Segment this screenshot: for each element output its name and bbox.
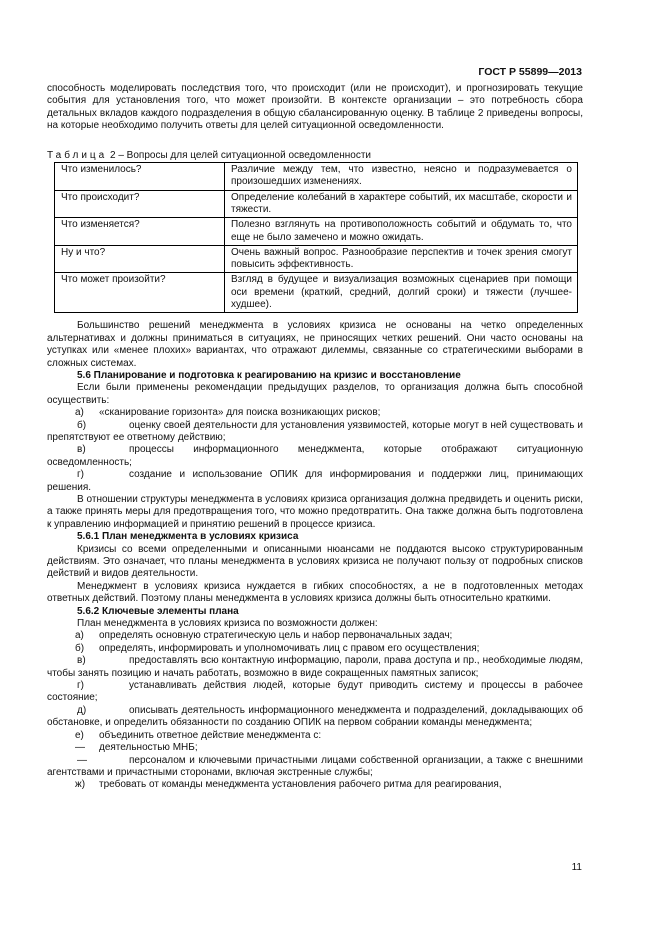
dash-item bbox=[47, 742, 583, 754]
dash-item-text: деятельностью МНБ; bbox=[99, 742, 198, 754]
list-item-text: определять основную стратегическую цель и набор первоначальных задач; bbox=[99, 630, 453, 642]
section-5-6-2-lead: План менеджмента в условиях кризиса по возможности должен: bbox=[77, 618, 378, 630]
table-row bbox=[55, 190, 578, 218]
answer-cell: Определение колебаний в характере событий, их масштабе, скорости и тяжести. bbox=[225, 190, 578, 218]
structure-paragraph: В отношении структуры менеджмента в условиях кризиса организация должна предвидеть и оценить риски, а также принять меры для предотвращения того, что можно предотвратить. Она также должна быть подготовлена к управлению информацией и принятию решений в процессе кризиса. bbox=[47, 493, 583, 530]
list-item bbox=[47, 705, 583, 730]
list-item-label: б) bbox=[77, 419, 87, 431]
list-item-label: в) bbox=[77, 655, 86, 667]
list-item bbox=[47, 643, 583, 655]
answer-cell: Полезно взглянуть на противоположность событий и обдумать то, что еще не было замечено и можно ожидать. bbox=[225, 218, 578, 246]
question-cell: Что происходит? bbox=[55, 190, 225, 218]
list-item-text: требовать от команды менеджмента установления рабочего ритма для реагирования, bbox=[99, 779, 502, 791]
list-item-label: ж) bbox=[75, 779, 86, 791]
table-row bbox=[55, 245, 578, 273]
majority-paragraph: Большинство решений менеджмента в условиях кризиса не основаны на четко определенных альтернативах и должны приниматься в ситуациях, не приносящих четких решений. Они часто основаны на уступках или «менее плохих» вариантах, что отражают дилеммы, связанные со стратегическими выборами в сложных системах. bbox=[47, 320, 583, 369]
list-item-label: а) bbox=[75, 407, 84, 419]
list-item-label: а) bbox=[75, 630, 84, 642]
list-item-text: создание и использование ОПИК для информирования и поддержки лиц, принимающих решения. bbox=[47, 469, 583, 493]
answer-cell: Взгляд в будущее и визуализация возможных сценариев при помощи оси времени (краткий, средний, долгий сроки) и тяжести (лучшее-худшее). bbox=[225, 273, 578, 313]
dash-item bbox=[47, 755, 583, 780]
list-item-text: оценку своей деятельности для установления уязвимостей, которые могут в ней существовать и препятствуют ее ответному действию; bbox=[47, 419, 583, 443]
dash-item-text: персоналом и ключевыми причастными лицами собственной организации, а также с внешними агентствами и причастными сторонами, включая экстренные службы; bbox=[47, 754, 583, 778]
section-5-6-2-heading: 5.6.2 Ключевые элементы плана bbox=[77, 605, 239, 617]
section-5-6-lead: Если были применены рекомендации предыдущих разделов, то организация должна быть способной осуществить: bbox=[47, 382, 583, 406]
list-item-text: процессы информационного менеджмента, которые отображают ситуационную осведомленность; bbox=[47, 444, 583, 468]
list-item bbox=[47, 420, 583, 445]
list-item bbox=[47, 779, 583, 791]
list-item-text: предоставлять всю контактную информацию, пароли, права доступа и пр., необходимые людям, чтобы занять позицию и начать работать, возможно в виде сокращенных памятных записок; bbox=[47, 655, 583, 679]
table-row bbox=[55, 218, 578, 246]
list-item-label: в) bbox=[77, 444, 86, 456]
question-cell: Что изменилось? bbox=[55, 163, 225, 191]
page-number: 11 bbox=[571, 862, 582, 873]
list-item bbox=[47, 444, 583, 469]
list-item bbox=[47, 469, 583, 494]
list-item-label: г) bbox=[77, 469, 84, 481]
section-5-6-heading: 5.6 Планирование и подготовка к реагированию на кризис и восстановление bbox=[77, 369, 461, 381]
list-item-text: описывать деятельность информационного менеджмента и подразделений, докладывающих об обстановке, и определить обязанности по созданию ОПИК на первом собрании команды менеджмента; bbox=[47, 704, 583, 729]
list-item-label: г) bbox=[77, 680, 84, 692]
question-cell: Ну и что? bbox=[55, 245, 225, 273]
crisis-paragraph: Кризисы со всеми определенными и описанными нюансами не поддаются высоко структурированным действиям. Это означает, что планы менеджмента в условиях кризиса не получают пользу от подробных списков действий и видов деятельности. bbox=[47, 543, 583, 580]
list-item bbox=[47, 655, 583, 680]
dash-item-label: — bbox=[75, 742, 85, 754]
list-item-text: «сканирование горизонта» для поиска возникающих рисков; bbox=[99, 407, 381, 419]
table-caption-prefix: Таблица bbox=[47, 149, 108, 161]
list-item-text: объединить ответное действие менеджмента с: bbox=[99, 729, 322, 741]
intro-paragraph: способность моделировать последствия того, что происходит (или не происходит), и прогнозировать текущие события для установления того, что может произойти. В контексте организации – это потребность сбора детальных вкладов каждого подразделения в общую сбалансированную оценку. В таблице 2 приведены вопросы, на которые необходимо получить ответы для целей ситуационной осведомленности. bbox=[47, 83, 583, 132]
answer-cell: Очень важный вопрос. Разнообразие перспектив и точек зрения смогут повысить эффективность. bbox=[225, 245, 578, 273]
table-caption bbox=[47, 150, 583, 162]
section-5-6-1-heading: 5.6.1 План менеджмента в условиях кризиса bbox=[77, 531, 299, 543]
list-item-label: е) bbox=[75, 729, 84, 741]
situational-awareness-table bbox=[54, 162, 578, 313]
dash-item-label: — bbox=[77, 754, 87, 766]
table-caption-text: 2 – Вопросы для целей ситуационной осведомленности bbox=[110, 149, 372, 161]
question-cell: Что может произойти? bbox=[55, 273, 225, 313]
list-item-text: определять, информировать и уполномочивать лиц с правом его осуществления; bbox=[99, 642, 480, 654]
document-header: ГОСТ Р 55899—2013 bbox=[478, 66, 582, 78]
list-item bbox=[47, 730, 583, 742]
list-item bbox=[47, 680, 583, 705]
list-item bbox=[47, 630, 583, 642]
answer-cell: Различие между тем, что известно, неясно и подразумевается о произошедших изменениях. bbox=[225, 163, 578, 191]
page-body bbox=[47, 83, 583, 792]
list-item bbox=[47, 407, 583, 419]
flexibility-paragraph: Менеджмент в условиях кризиса нуждается в гибких способностях, а не в подготовленных методах ответных действий. Поэтому планы менеджмента в условиях кризиса должны быть относительно краткими. bbox=[47, 580, 583, 605]
question-cell: Что изменяется? bbox=[55, 218, 225, 246]
list-item-label: б) bbox=[75, 642, 85, 654]
list-item-label: д) bbox=[77, 704, 87, 716]
list-item-text: устанавливать действия людей, которые будут приводить систему и процессы в рабочее состояние; bbox=[47, 680, 583, 704]
table-row bbox=[55, 273, 578, 313]
table-row bbox=[55, 163, 578, 191]
